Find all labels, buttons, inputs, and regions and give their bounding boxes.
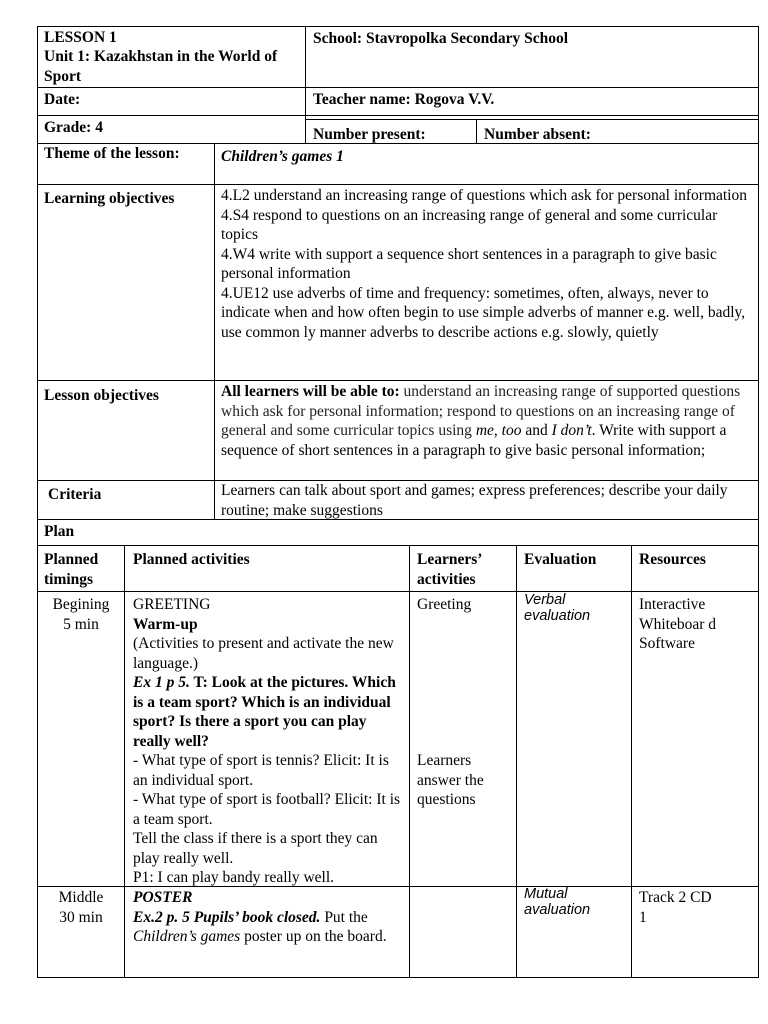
lesson-objectives-idont: I don’t [551, 422, 592, 439]
criteria-label: Criteria [48, 486, 102, 503]
timing-stage: Middle [58, 889, 104, 906]
col-divider [305, 26, 306, 144]
border-bottom [37, 977, 759, 978]
number-absent: Number absent: [484, 126, 591, 143]
activity-warmup: Warm-up [133, 615, 198, 633]
teacher-name: Teacher name: Rogova V.V. [313, 91, 495, 108]
resources-value: Interactive Whiteboar d Software [639, 596, 717, 652]
timing-duration: 30 min [59, 908, 103, 926]
border-left [37, 26, 38, 978]
row-divider [37, 115, 759, 116]
timing-stage: Begining [52, 596, 110, 613]
activity-question: - What type of sport is tennis? Elicit: It is an individual sport. [133, 752, 389, 789]
learning-objective-item: 4.L2 understand an increasing range of questions which ask for personal information [221, 187, 747, 204]
column-header-evaluation: Evaluation [524, 551, 597, 568]
exercise-text: T: Look at the pictures. Which is a team sport? Which is an individual sport? Is there a sport you can play really well? [133, 674, 396, 750]
activity-question: - What type of sport is football? Elicit: It is a team sport. [133, 791, 401, 828]
border-top [37, 26, 759, 27]
lesson-objectives-lead: All learners will be able to: [221, 383, 400, 400]
activities-cell [133, 595, 405, 888]
row-divider [37, 184, 759, 185]
lesson-objectives-too: too [501, 422, 522, 439]
lesson-objectives-and: and [521, 422, 552, 439]
lesson-objectives-comma: , [493, 422, 502, 439]
timing-cell [38, 888, 124, 927]
learning-objective-item: 4.UE12 use adverbs of time and frequency: sometimes, often, always, never to indicate when and how often begin to use simple adverbs of manner e.g. well, badly, use common ly manner adverbs to describe actions e.g. slowly, quietly [221, 284, 746, 341]
column-header-activities: Planned activities [133, 551, 250, 568]
exercise-ref: Ex.2 p. 5 Pupils’ book closed. [133, 908, 321, 926]
col-divider [409, 545, 410, 978]
exercise-ref: Ex 1 p 5. [133, 674, 190, 691]
learning-objective-item: 4.W4 write with support a sequence short sentences in a paragraph to give basic personal information [221, 245, 717, 282]
poster-name: Children’s games [133, 928, 241, 945]
row-divider [37, 87, 759, 88]
column-header-learners: Learners’ activities [417, 551, 482, 588]
col-divider [631, 545, 632, 978]
activity-note: (Activities to present and activate the new language.) [133, 635, 394, 672]
exercise-text: Put the [320, 908, 368, 926]
activity-exercise [133, 673, 405, 751]
learners-activity: Greeting [417, 596, 472, 613]
lesson-objectives-me: me [475, 422, 494, 439]
evaluation-value: Verbal evaluation [524, 592, 591, 624]
column-header-timings: Planned timings [44, 551, 99, 588]
lesson-objectives-body: understand an increasing range of supported questions which ask for personal information; respond to questions on an increasing range of general and some curricular topics using [221, 383, 741, 439]
activity-example: P1: I can play bandy really well. [133, 869, 335, 886]
exercise-text-end: poster up on the board. [240, 928, 387, 945]
lesson-objectives-text [221, 382, 753, 460]
row-divider [305, 119, 759, 120]
col-divider [516, 545, 517, 978]
school-name: School: Stavropolka Secondary School [313, 30, 569, 47]
row-divider [37, 545, 759, 546]
lesson-number: LESSON 1 [44, 29, 117, 46]
number-present: Number present: [313, 126, 426, 143]
resources-value: Track 2 CD 1 [639, 889, 712, 926]
activity-poster: POSTER [133, 889, 193, 906]
row-divider [37, 380, 759, 381]
col-divider [476, 119, 477, 144]
activities-cell [133, 888, 395, 947]
learning-objectives-list [221, 186, 753, 342]
criteria-value: Learners can talk about sport and games; express preferences; describe your daily routine; make suggestions [221, 482, 728, 519]
unit-title: Unit 1: Kazakhstan in the World of Sport [44, 48, 278, 85]
timing-duration: 5 min [63, 615, 99, 633]
learners-activity: Learners answer the questions [417, 752, 484, 808]
theme-value: Children’s games 1 [221, 148, 344, 165]
row-divider [37, 591, 759, 592]
activity-exercise [133, 908, 395, 947]
lesson-objectives-body-2: . Write with support a sequence of short sentences in a paragraph to give basic personal information; [221, 422, 727, 459]
theme-label: Theme of the lesson: [44, 145, 180, 162]
grade: Grade: 4 [44, 119, 103, 136]
border-right [758, 26, 759, 978]
plan-label: Plan [44, 523, 75, 540]
date-label: Date: [44, 91, 81, 108]
timing-cell [38, 595, 124, 634]
learning-objectives-label: Learning objectives [44, 190, 175, 207]
activity-instruction: Tell the class if there is a sport they can play really well. [133, 830, 378, 867]
activity-greeting: GREETING [133, 596, 211, 613]
column-header-resources: Resources [639, 551, 706, 568]
learning-objective-item: 4.S4 respond to questions on an increasing range of general and some curricular topics [221, 206, 718, 243]
col-divider [124, 545, 125, 978]
evaluation-value: Mutual avaluation [524, 886, 591, 918]
col-divider [214, 143, 215, 520]
lesson-objectives-label: Lesson objectives [44, 387, 159, 404]
